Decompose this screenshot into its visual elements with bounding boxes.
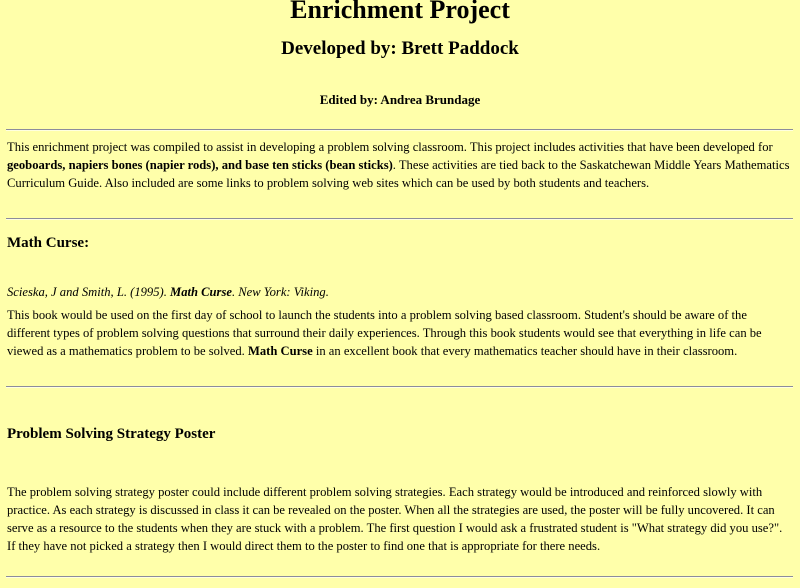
intro-text-start: This enrichment project was compiled to assist in developing a problem solving classroom. This project includes activities that have been developed for bbox=[7, 140, 773, 154]
poster-paragraph: The problem solving strategy poster could include different problem solving strategies. Each strategy would be introduced and reinforced slowly with practice. As each strategy is discussed in class it can be revealed on the poster. When all the strategies are used, the poster will be fully uncovered. It can serve as a resource to the students when they are stuck with a problem. The first question I would ask a frustrated student is "What strategy did you use?". If they have not picked a strategy then I would direct them to the poster to find one that is appropriate for there needs. bbox=[7, 485, 783, 553]
intro-paragraph bbox=[7, 138, 793, 192]
developer-credit: Developed by: Brett Paddock bbox=[281, 38, 519, 59]
math-curse-heading: Math Curse: bbox=[7, 235, 90, 251]
citation-publisher: . New York: Viking. bbox=[231, 285, 329, 299]
math-curse-paragraph bbox=[7, 306, 793, 360]
divider bbox=[6, 218, 793, 220]
editor-credit: Edited by: Andrea Brundage bbox=[319, 92, 481, 107]
divider bbox=[6, 386, 793, 388]
divider bbox=[6, 129, 793, 131]
citation-title: Math Curse bbox=[170, 285, 232, 299]
intro-text-end: . These activities are tied back to the Saskatchewan Middle Years Mathematics Curriculum Guide. Also included are some links to problem solving web sites which can be used by both students and teachers. bbox=[7, 158, 790, 190]
citation-authors: Scieska, J and Smith, L. (1995). bbox=[7, 285, 170, 299]
divider bbox=[6, 576, 793, 578]
math-curse-text-end: in an excellent book that every mathematics teacher should have in their classroom. bbox=[312, 344, 738, 358]
math-curse-bold-title: Math Curse bbox=[247, 344, 313, 358]
math-curse-citation bbox=[7, 283, 329, 301]
poster-heading: Problem Solving Strategy Poster bbox=[7, 426, 216, 442]
page-title: Enrichment Project bbox=[290, 0, 510, 24]
intro-bold-materials: geoboards, napiers bones (napier rods), and base ten sticks (bean sticks) bbox=[7, 158, 393, 172]
math-curse-text-start: This book would be used on the first day of school to launch the students into a problem solving based classroom. Student's should be aware of the different types of problem solving questions that surround their daily experiences. Through this book students would see that everything in life can be viewed as a mathematics problem to be solved. bbox=[7, 308, 762, 358]
